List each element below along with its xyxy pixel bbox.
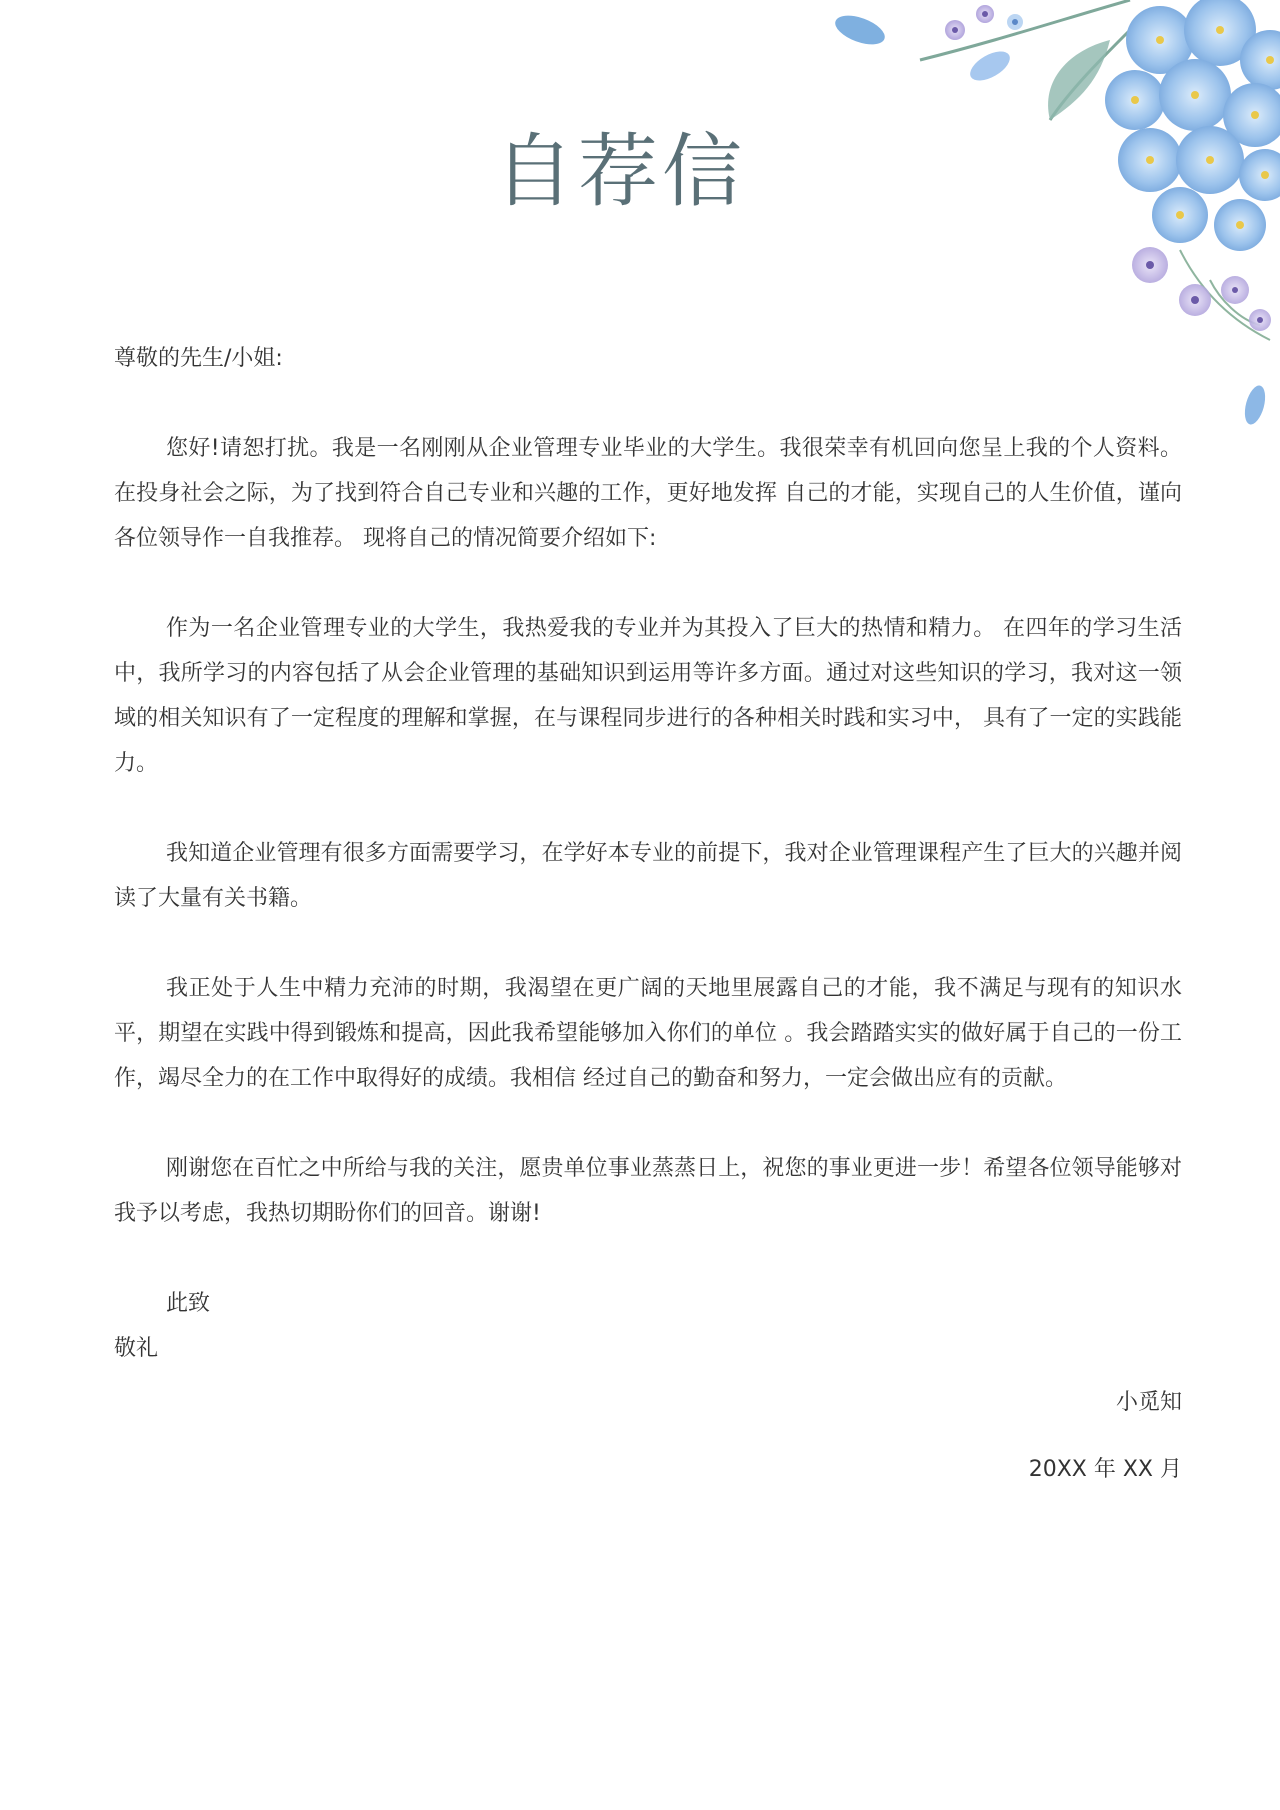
paragraph-interest: 我知道企业管理有很多方面需要学习，在学好本专业的前提下，我对企业管理课程产生了巨大的兴趣并阅读了大量有关书籍。 [114,841,1182,911]
paragraph-intro: 您好!请恕打扰。我是一名刚刚从企业管理专业毕业的大学生。我很荣幸有机回向您呈上我的个人资料。在投身社会之际，为了找到符合自己专业和兴趣的工作，更好地发挥 自己的才能，实现自己的人生价值，谨向各位领导作一自我推荐。 现将自己的情况简要介绍如下: [114,436,1182,551]
signature-name: 小觅知 [1115,1390,1182,1415]
paragraph-ambition: 我正处于人生中精力充沛的时期，我渴望在更广阔的天地里展露自己的才能，我不满足与现有的知识水平，期望在实践中得到锻炼和提高，因此我希望能够加入你们的单位 。我会踏踏实实的做好属于自己的一份工作，竭尽全力的在工作中取得好的成绩。我相信 经过自己的勤奋和努力，一定会做出应有的贡献。 [114,976,1182,1091]
closing-line-1: 此致 [166,1291,211,1316]
paragraph-thanks: 刚谢您在百忙之中所给与我的关注，愿贵单位事业蒸蒸日上，祝您的事业更进一步！希望各位领导能够对我予以考虑，我热切期盼你们的回音。谢谢! [114,1156,1182,1226]
signature-block [1029,1380,1182,1492]
closing-line-2: 敬礼 [114,1336,159,1361]
page-title: 自荐信 [494,125,746,218]
paragraph-study: 作为一名企业管理专业的大学生，我热爱我的专业并为其投入了巨大的热情和精力。 在四年的学习生活中，我所学习的内容包括了从会企业管理的基础知识到运用等许多方面。通过对这些知识的学习，我对这一领域的相关知识有了一定程度的理解和掌握，在与课程同步进行的各种相关时践和实习中， 具有了一定的实践能力。 [114,616,1182,776]
letter-body [114,336,1182,1371]
signature-date: 20XX 年 XX 月 [1028,1457,1182,1482]
salutation: 尊敬的先生/小姐: [114,346,283,371]
